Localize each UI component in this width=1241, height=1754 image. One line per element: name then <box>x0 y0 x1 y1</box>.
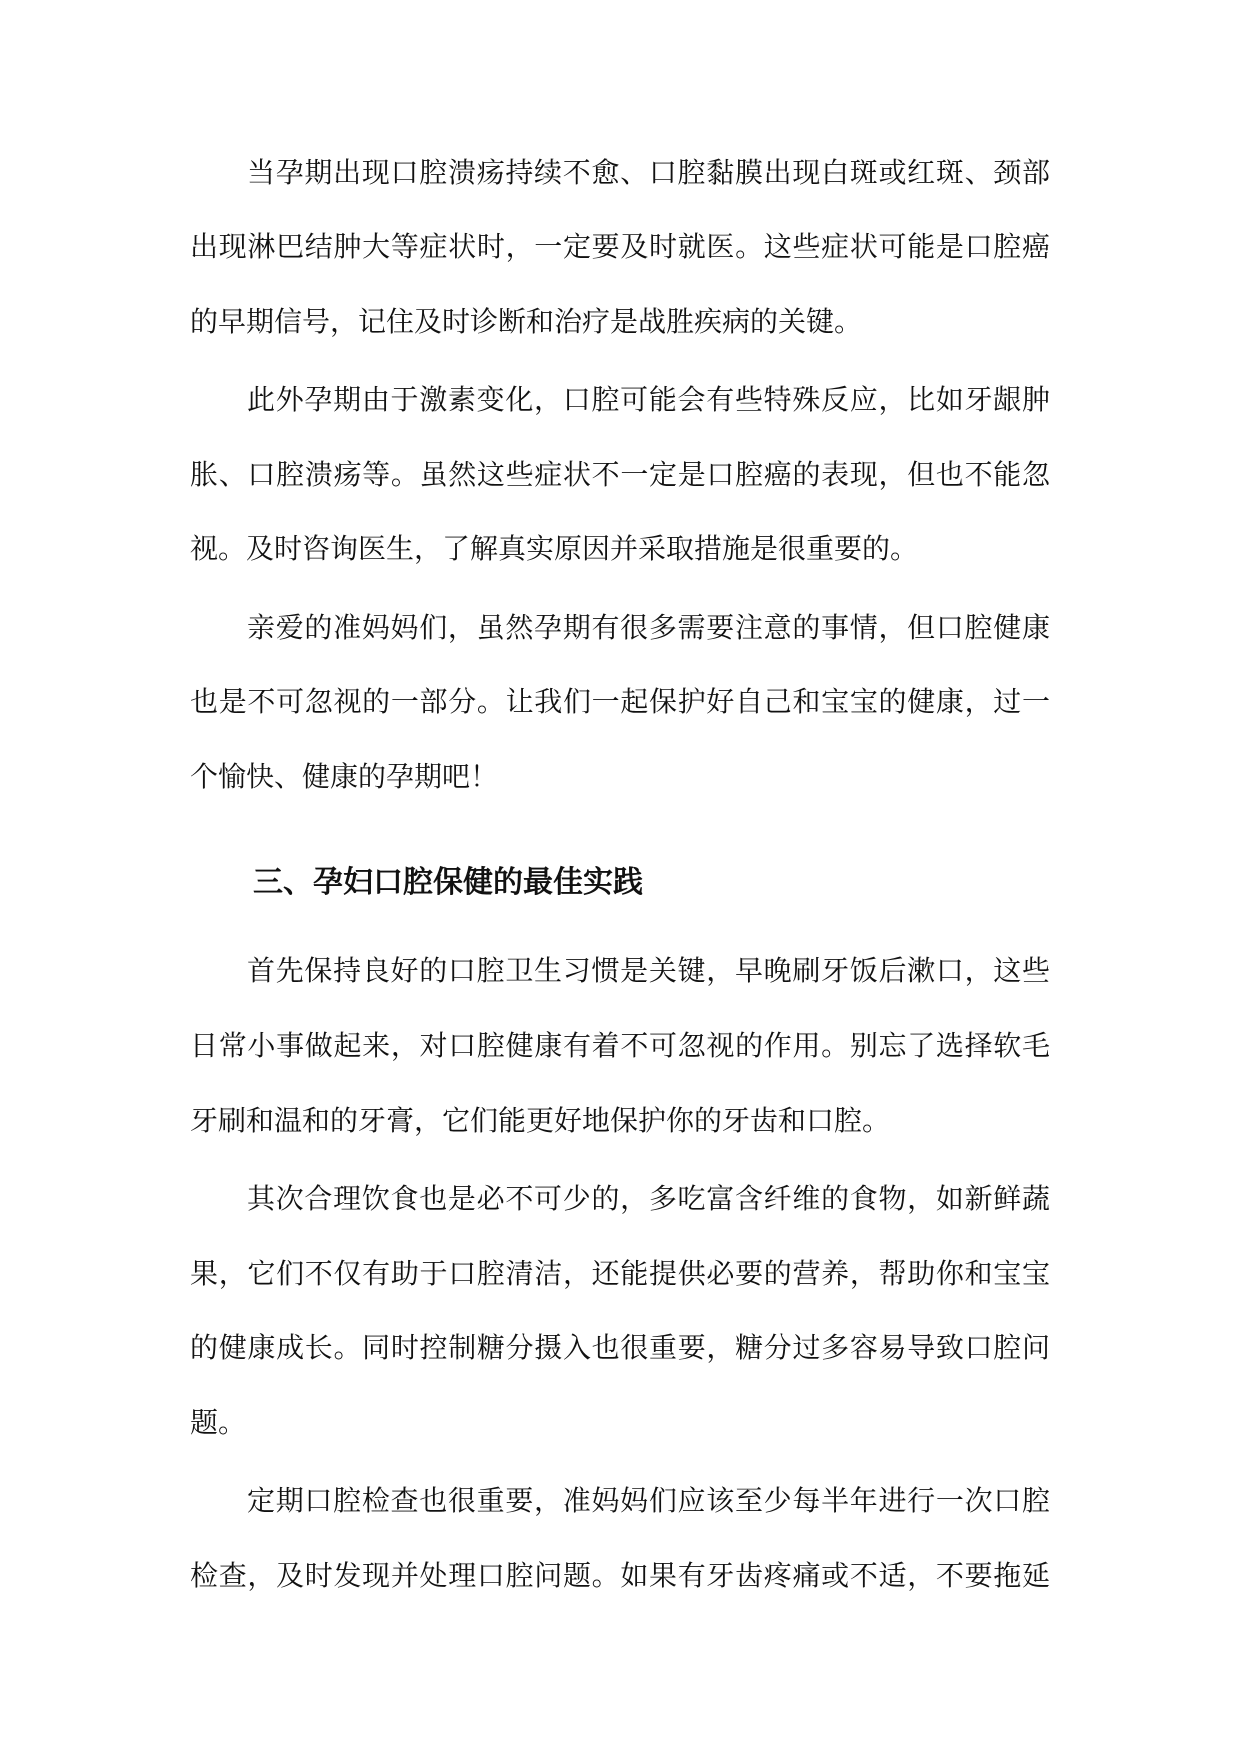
section-paragraph-3-line-1: 定期口腔检查也很重要，准妈妈们应该至少每半年进行一次口腔 <box>247 1484 1050 1517</box>
paragraph-2-line-2: 胀、口腔溃疡等。虽然这些症状不一定是口腔癌的表现，但也不能忽 <box>190 458 1050 491</box>
section-heading: 三、孕妇口腔保健的最佳实践 <box>253 865 643 900</box>
section-paragraph-1-line-2: 日常小事做起来，对口腔健康有着不可忽视的作用。别忘了选择软毛 <box>190 1029 1050 1062</box>
section-paragraph-2-line-4: 题。 <box>190 1406 247 1439</box>
section-paragraph-2-line-1: 其次合理饮食也是必不可少的，多吃富含纤维的食物，如新鲜蔬 <box>247 1182 1050 1215</box>
section-paragraph-2-line-2: 果，它们不仅有助于口腔清洁，还能提供必要的营养，帮助你和宝宝 <box>190 1257 1050 1290</box>
paragraph-1-line-1: 当孕期出现口腔溃疡持续不愈、口腔黏膜出现白斑或红斑、颈部 <box>247 156 1050 189</box>
paragraph-1-line-3: 的早期信号，记住及时诊断和治疗是战胜疾病的关键。 <box>190 305 863 338</box>
paragraph-3-line-2: 也是不可忽视的一部分。让我们一起保护好自己和宝宝的健康，过一 <box>190 685 1050 718</box>
paragraph-3-line-1: 亲爱的准妈妈们，虽然孕期有很多需要注意的事情，但口腔健康 <box>247 611 1050 644</box>
paragraph-2-line-1: 此外孕期由于激素变化，口腔可能会有些特殊反应，比如牙龈肿 <box>247 383 1050 416</box>
section-paragraph-1-line-3: 牙刷和温和的牙膏，它们能更好地保护你的牙齿和口腔。 <box>190 1104 891 1137</box>
section-paragraph-3-line-2: 检查，及时发现并处理口腔问题。如果有牙齿疼痛或不适，不要拖延 <box>190 1559 1050 1592</box>
section-paragraph-2-line-3: 的健康成长。同时控制糖分摄入也很重要，糖分过多容易导致口腔问 <box>190 1331 1050 1364</box>
paragraph-1-line-2: 出现淋巴结肿大等症状时，一定要及时就医。这些症状可能是口腔癌 <box>190 230 1050 263</box>
paragraph-2-line-3: 视。及时咨询医生，了解真实原因并采取措施是很重要的。 <box>190 532 919 565</box>
section-paragraph-1-line-1: 首先保持良好的口腔卫生习惯是关键，早晚刷牙饭后漱口，这些 <box>247 954 1050 987</box>
paragraph-3-line-3: 个愉快、健康的孕期吧！ <box>190 760 499 793</box>
